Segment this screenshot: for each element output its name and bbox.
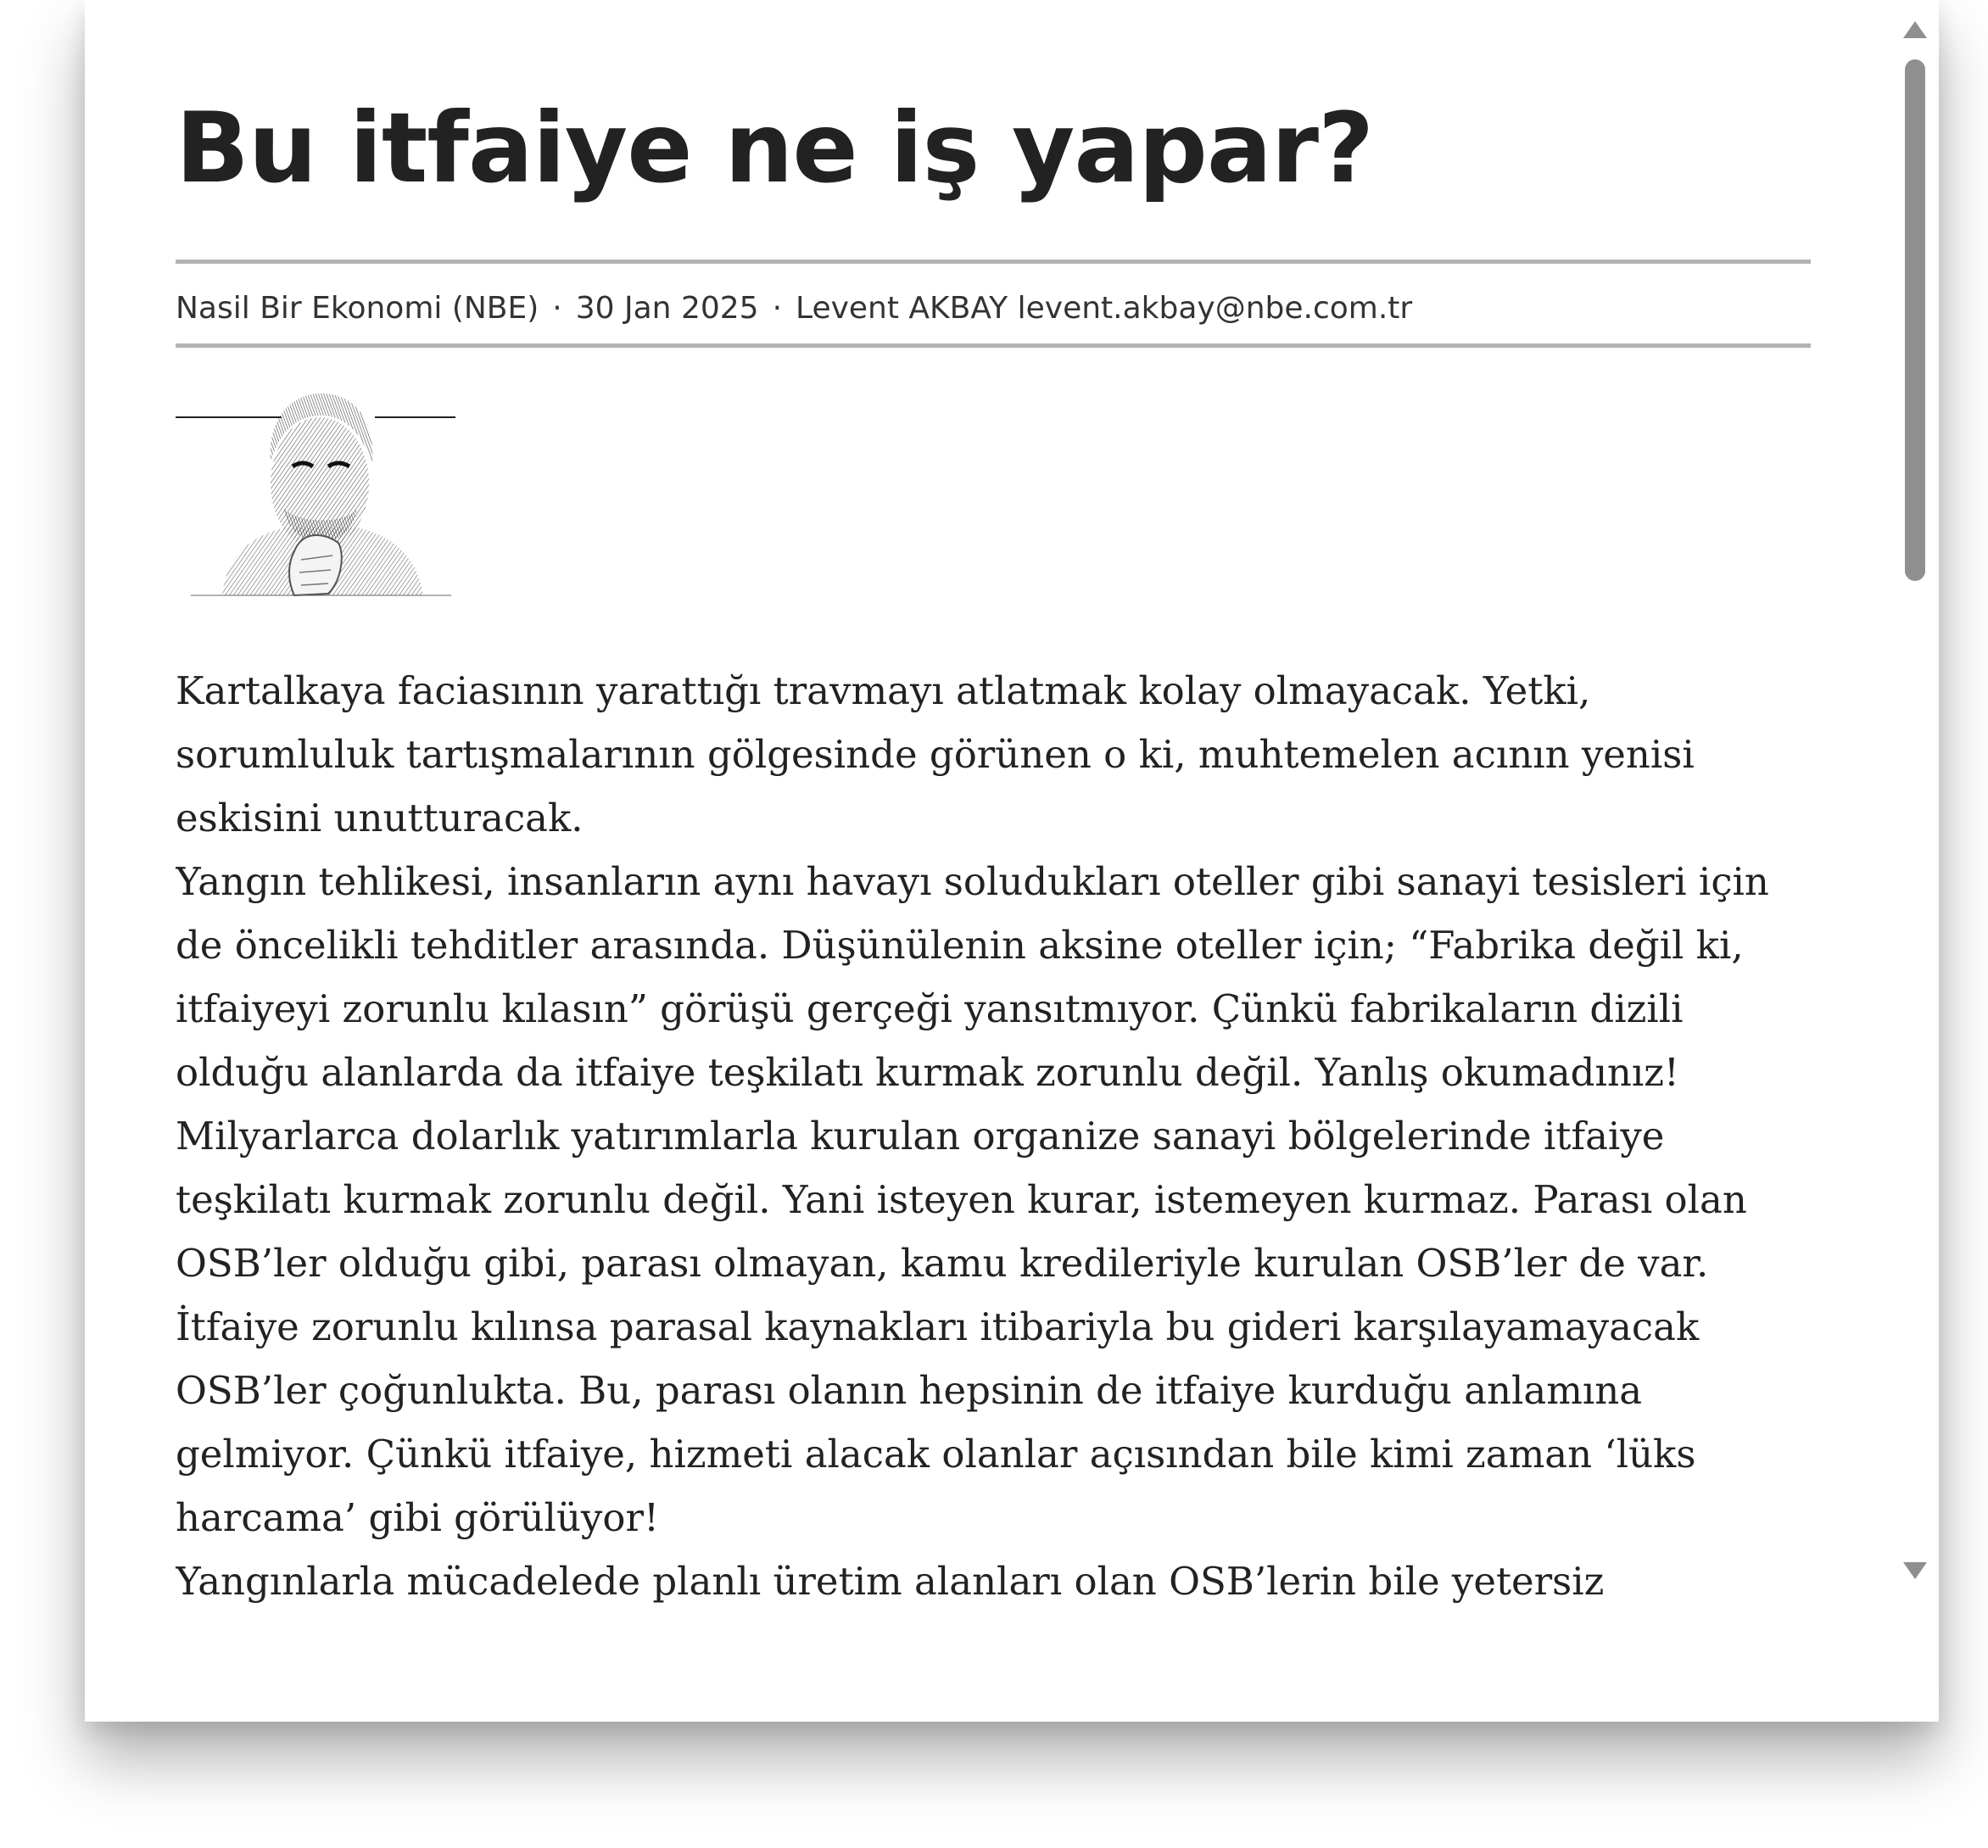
byline-divider: [176, 343, 1811, 348]
author-photo: [176, 382, 455, 597]
byline-separator: ·: [772, 291, 783, 326]
byline-source: Nasil Bir Ekonomi (NBE): [176, 291, 539, 326]
byline: [176, 287, 1412, 331]
article-paragraph: Yangın tehlikesi, insanların aynı havayı soludukları oteller gibi sanayi tesisleri için de öncelikli tehditler arasında. Düşünülenin aksine oteller için; “Fabrika değil ki, itfaiyeyi zorunlu kılasın” görüşü gerçeği yansıtmıyor. Çünkü fabrikaların dizili olduğu alanlarda da itfaiye teşkilatı kurmak zorunlu değil. Yanlış okumadınız! Milyarlarca dolarlık yatırımlarla kurulan organize sanayi bölgelerinde itfaiye teşkilatı kurmak zorunlu değil. Yani isteyen kurar, istemeyen kurmaz. Parası olan OSB’ler olduğu gibi, parası olmayan, kamu kredileriyle kurulan OSB’ler de var. İtfaiye zorunlu kılınsa parasal kaynakları itibariyla bu gideri karşılayamayacak OSB’ler çoğunlukta. Bu, parası olanın hepsinin de itfaiye kurduğu anlamına gelmiyor. Çünkü itfaiye, hizmeti alacak olanlar açısından bile kimi zaman ‘lüks harcama’ gibi görülüyor!: [176, 859, 1769, 1540]
scroll-down-icon[interactable]: [1903, 1562, 1927, 1579]
title-divider: [176, 260, 1811, 264]
article-title: Bu itfaiye ne iş yapar?: [176, 92, 1374, 204]
article-paragraph: Kartalkaya faciasının yarattığı travmayı atlatmak kolay olmayacak. Yetki, sorumluluk tartışmalarının gölgesinde görünen o ki, muhtemelen acının yenisi eskisini unutturacak.: [176, 668, 1695, 840]
article-body: [176, 659, 1811, 1603]
scrollbar-thumb[interactable]: [1905, 59, 1925, 581]
article-window: [85, 0, 1939, 1722]
vertical-scrollbar[interactable]: [1893, 0, 1939, 1603]
article-content: [176, 0, 1811, 1603]
byline-date: 30 Jan 2025: [575, 291, 759, 326]
byline-author: Levent AKBAY levent.akbay@nbe.com.tr: [796, 291, 1413, 326]
scroll-up-icon[interactable]: [1903, 21, 1927, 38]
byline-separator: ·: [552, 291, 562, 326]
article-paragraph: Yangınlarla mücadelede planlı üretim alanları olan OSB’lerin bile yetersiz: [176, 1559, 1605, 1603]
